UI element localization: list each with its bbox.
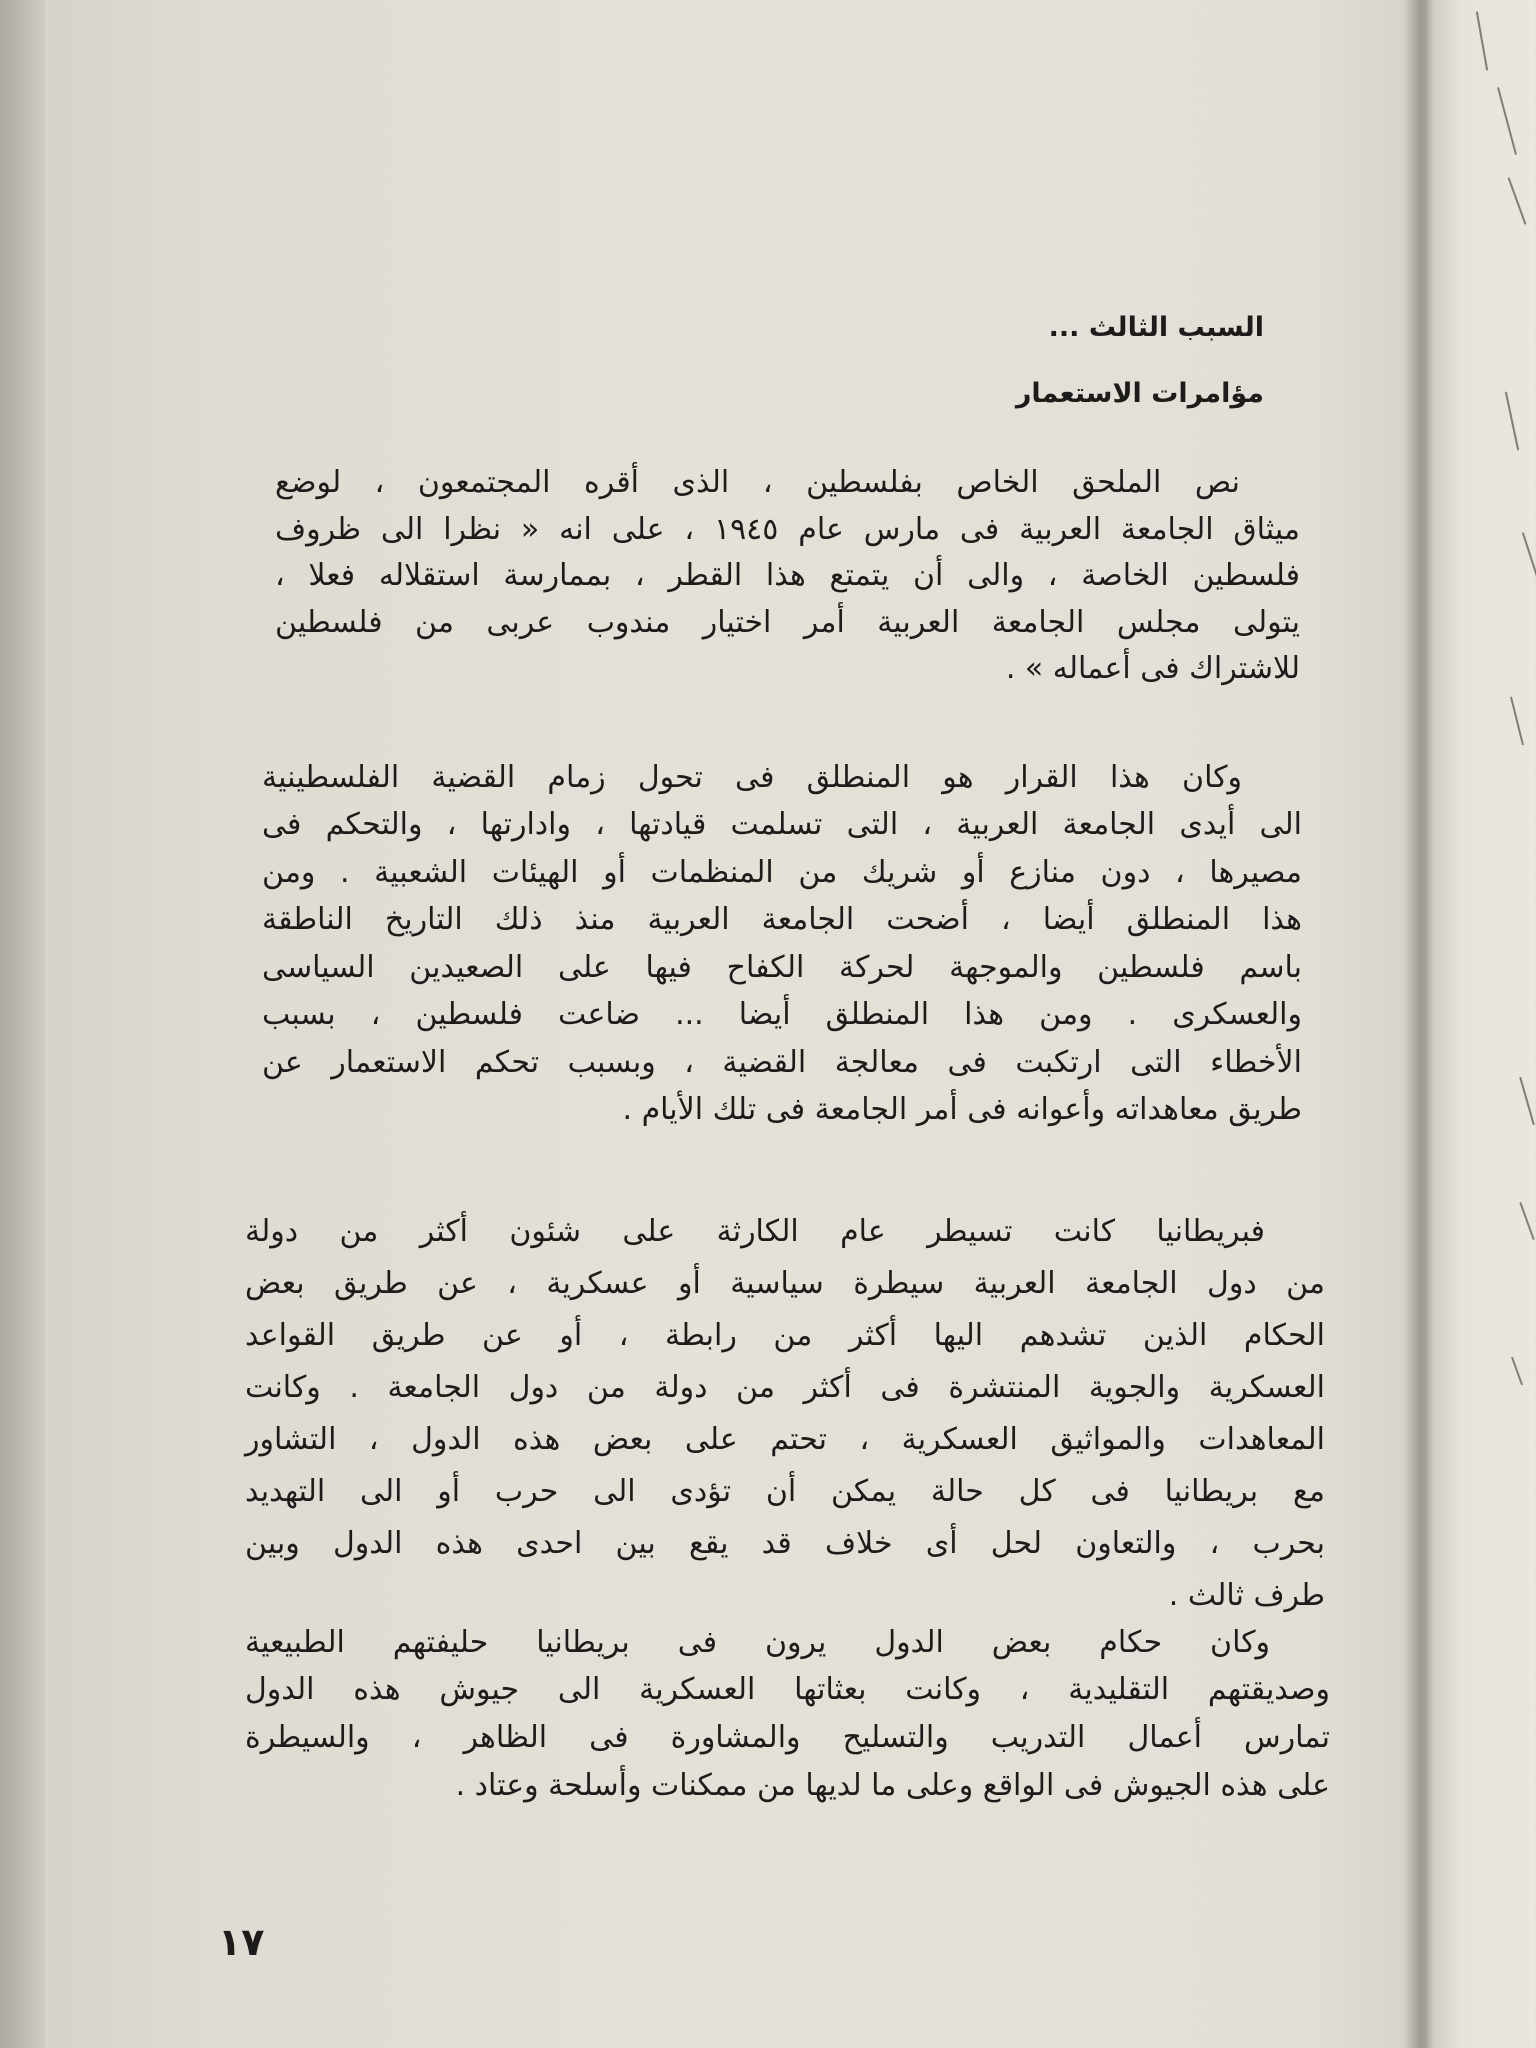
- text-line: تمارس أعمال التدريب والتسليح والمشاورة فى الظاهر ، والسيطرة: [245, 1720, 1330, 1755]
- text-line: وكان هذا القرار هو المنطلق فى تحول زمام القضية الفلسطينية: [262, 760, 1242, 795]
- text-line: باسم فلسطين والموجهة لحركة الكفاح فيها على الصعيدين السياسى: [262, 950, 1302, 985]
- text-line: العسكرية والجوية المنتشرة فى أكثر من دولة من دول الجامعة . وكانت: [245, 1370, 1325, 1405]
- page-left-edge-shadow: [0, 0, 45, 2048]
- section-subheading: مؤامرات الاستعمار: [1015, 378, 1264, 409]
- text-line: الى أيدى الجامعة العربية ، التى تسلمت قيادتها ، وادارتها ، والتحكم فى: [262, 807, 1302, 842]
- text-line: فلسطين الخاصة ، والى أن يتمتع هذا القطر ، بممارسة استقلاله فعلا ،: [275, 558, 1300, 593]
- page-number: ١٧: [218, 1920, 265, 1964]
- text-line: مصيرها ، دون منازع أو شريك من المنظمات أو الهيئات الشعبية . ومن: [262, 855, 1302, 890]
- text-line: الحكام الذين تشدهم اليها أكثر من رابطة ، أو عن طريق القواعد: [245, 1318, 1325, 1353]
- section-heading: السبب الثالث ...: [1048, 312, 1264, 343]
- text-line: وكان حكام بعض الدول يرون فى بريطانيا حليفتهم الطبيعية: [245, 1625, 1270, 1660]
- text-line: ميثاق الجامعة العربية فى مارس عام ١٩٤٥ ، على انه « نظرا الى ظروف: [275, 512, 1300, 547]
- text-line: المعاهدات والمواثيق العسكرية ، تحتم على بعض هذه الدول ، التشاور: [245, 1422, 1325, 1457]
- text-line: هذا المنطلق أيضا ، أضحت الجامعة العربية منذ ذلك التاريخ الناطقة: [262, 902, 1302, 937]
- text-line: للاشتراك فى أعماله » .: [1005, 651, 1300, 686]
- text-line: والعسكرى . ومن هذا المنطلق أيضا ... ضاعت فلسطين ، بسبب: [262, 997, 1302, 1032]
- text-line: وصديقتهم التقليدية ، وكانت بعثاتها العسكرية الى جيوش هذه الدول: [245, 1672, 1330, 1707]
- text-line: فبريطانيا كانت تسيطر عام الكارثة على شئون أكثر من دولة: [245, 1214, 1265, 1249]
- facing-page-edge: [1432, 0, 1536, 2048]
- text-line: الأخطاء التى ارتكبت فى معالجة القضية ، وبسبب تحكم الاستعمار عن: [262, 1045, 1302, 1080]
- text-line: طريق معاهداته وأعوانه فى أمر الجامعة فى تلك الأيام .: [622, 1092, 1302, 1127]
- text-line: من دول الجامعة العربية سيطرة سياسية أو عسكرية ، عن طريق بعض: [245, 1266, 1325, 1301]
- text-line: طرف ثالث .: [1168, 1578, 1325, 1613]
- text-line: يتولى مجلس الجامعة العربية أمر اختيار مندوب عربى من فلسطين: [275, 605, 1300, 640]
- text-line: مع بريطانيا فى كل حالة يمكن أن تؤدى الى حرب أو الى التهديد: [245, 1474, 1325, 1509]
- book-gutter-shadow: [1405, 0, 1435, 2048]
- text-line: على هذه الجيوش فى الواقع وعلى ما لديها من ممكنات وأسلحة وعتاد .: [455, 1768, 1330, 1803]
- text-line: بحرب ، والتعاون لحل أى خلاف قد يقع بين احدى هذه الدول وبين: [245, 1526, 1325, 1561]
- text-line: نص الملحق الخاص بفلسطين ، الذى أقره المجتمعون ، لوضع: [275, 465, 1240, 500]
